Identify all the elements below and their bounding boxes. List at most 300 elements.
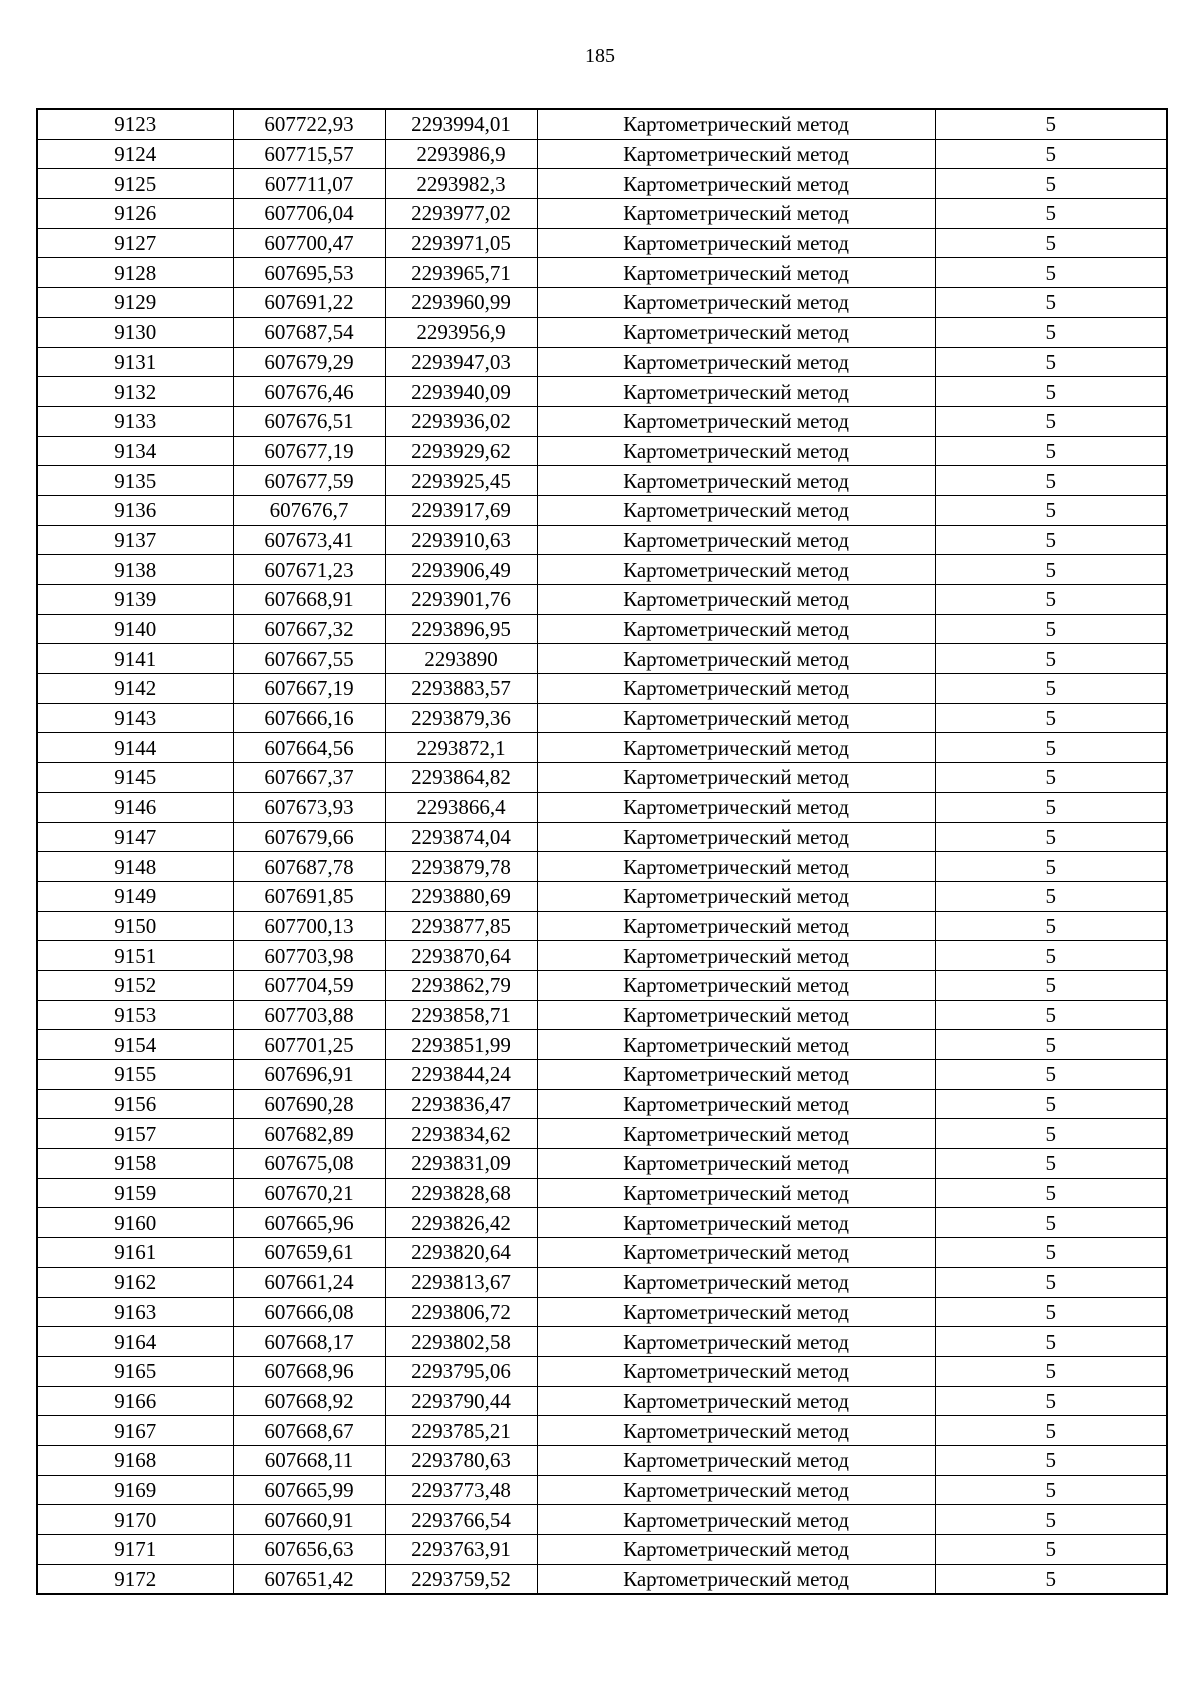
y-coordinate-cell: 2293901,76 (385, 585, 537, 615)
table-row (37, 1535, 1167, 1565)
y-coordinate-cell: 2293834,62 (385, 1119, 537, 1149)
y-coordinate-cell: 2293870,64 (385, 941, 537, 971)
y-coordinate-cell: 2293925,45 (385, 466, 537, 496)
coordinates-table (36, 108, 1168, 1595)
y-coordinate-cell: 2293858,71 (385, 1000, 537, 1030)
x-coordinate-cell: 607666,16 (233, 703, 385, 733)
point-number-cell: 9132 (37, 377, 233, 407)
x-coordinate-cell: 607691,22 (233, 288, 385, 318)
y-coordinate-cell: 2293960,99 (385, 288, 537, 318)
table-row (37, 703, 1167, 733)
method-cell: Картометрический метод (537, 970, 935, 1000)
table-row (37, 317, 1167, 347)
table-row (37, 1178, 1167, 1208)
x-coordinate-cell: 607711,07 (233, 169, 385, 199)
method-cell: Картометрический метод (537, 763, 935, 793)
y-coordinate-cell: 2293977,02 (385, 199, 537, 229)
y-coordinate-cell: 2293917,69 (385, 495, 537, 525)
y-coordinate-cell: 2293828,68 (385, 1178, 537, 1208)
method-cell: Картометрический метод (537, 1119, 935, 1149)
table-row (37, 199, 1167, 229)
point-number-cell: 9141 (37, 644, 233, 674)
method-cell: Картометрический метод (537, 1238, 935, 1268)
x-coordinate-cell: 607722,93 (233, 109, 385, 139)
point-number-cell: 9142 (37, 674, 233, 704)
table-row (37, 1445, 1167, 1475)
table-row (37, 1238, 1167, 1268)
method-cell: Картометрический метод (537, 466, 935, 496)
accuracy-cell: 5 (935, 466, 1167, 496)
y-coordinate-cell: 2293994,01 (385, 109, 537, 139)
point-number-cell: 9128 (37, 258, 233, 288)
table-row (37, 881, 1167, 911)
table-row (37, 1327, 1167, 1357)
point-number-cell: 9131 (37, 347, 233, 377)
accuracy-cell: 5 (935, 258, 1167, 288)
table-row (37, 822, 1167, 852)
point-number-cell: 9167 (37, 1416, 233, 1446)
accuracy-cell: 5 (935, 228, 1167, 258)
point-number-cell: 9152 (37, 970, 233, 1000)
accuracy-cell: 5 (935, 1475, 1167, 1505)
accuracy-cell: 5 (935, 1356, 1167, 1386)
x-coordinate-cell: 607664,56 (233, 733, 385, 763)
table-row (37, 941, 1167, 971)
point-number-cell: 9171 (37, 1535, 233, 1565)
point-number-cell: 9129 (37, 288, 233, 318)
method-cell: Картометрический метод (537, 1030, 935, 1060)
accuracy-cell: 5 (935, 911, 1167, 941)
accuracy-cell: 5 (935, 585, 1167, 615)
method-cell: Картометрический метод (537, 585, 935, 615)
method-cell: Картометрический метод (537, 1445, 935, 1475)
y-coordinate-cell: 2293874,04 (385, 822, 537, 852)
accuracy-cell: 5 (935, 822, 1167, 852)
x-coordinate-cell: 607676,46 (233, 377, 385, 407)
method-cell: Картометрический метод (537, 495, 935, 525)
y-coordinate-cell: 2293879,36 (385, 703, 537, 733)
y-coordinate-cell: 2293763,91 (385, 1535, 537, 1565)
x-coordinate-cell: 607679,29 (233, 347, 385, 377)
y-coordinate-cell: 2293785,21 (385, 1416, 537, 1446)
x-coordinate-cell: 607677,59 (233, 466, 385, 496)
point-number-cell: 9127 (37, 228, 233, 258)
y-coordinate-cell: 2293971,05 (385, 228, 537, 258)
accuracy-cell: 5 (935, 109, 1167, 139)
y-coordinate-cell: 2293910,63 (385, 525, 537, 555)
method-cell: Картометрический метод (537, 1297, 935, 1327)
accuracy-cell: 5 (935, 199, 1167, 229)
method-cell: Картометрический метод (537, 1327, 935, 1357)
point-number-cell: 9169 (37, 1475, 233, 1505)
method-cell: Картометрический метод (537, 199, 935, 229)
accuracy-cell: 5 (935, 1386, 1167, 1416)
method-cell: Картометрический метод (537, 1505, 935, 1535)
accuracy-cell: 5 (935, 1327, 1167, 1357)
table-row (37, 1149, 1167, 1179)
x-coordinate-cell: 607666,08 (233, 1297, 385, 1327)
method-cell: Картометрический метод (537, 1535, 935, 1565)
table-row (37, 466, 1167, 496)
method-cell: Картометрический метод (537, 317, 935, 347)
x-coordinate-cell: 607670,21 (233, 1178, 385, 1208)
method-cell: Картометрический метод (537, 258, 935, 288)
point-number-cell: 9170 (37, 1505, 233, 1535)
accuracy-cell: 5 (935, 1445, 1167, 1475)
x-coordinate-cell: 607676,7 (233, 495, 385, 525)
method-cell: Картометрический метод (537, 288, 935, 318)
table-row (37, 1060, 1167, 1090)
accuracy-cell: 5 (935, 1416, 1167, 1446)
table-row (37, 792, 1167, 822)
accuracy-cell: 5 (935, 644, 1167, 674)
table-row (37, 763, 1167, 793)
x-coordinate-cell: 607695,53 (233, 258, 385, 288)
table-row (37, 1564, 1167, 1594)
y-coordinate-cell: 2293851,99 (385, 1030, 537, 1060)
point-number-cell: 9123 (37, 109, 233, 139)
point-number-cell: 9150 (37, 911, 233, 941)
point-number-cell: 9157 (37, 1119, 233, 1149)
accuracy-cell: 5 (935, 406, 1167, 436)
table-row (37, 495, 1167, 525)
table-row (37, 525, 1167, 555)
x-coordinate-cell: 607668,11 (233, 1445, 385, 1475)
table-row (37, 1356, 1167, 1386)
table-row (37, 1119, 1167, 1149)
x-coordinate-cell: 607696,91 (233, 1060, 385, 1090)
method-cell: Картометрический метод (537, 1149, 935, 1179)
point-number-cell: 9124 (37, 139, 233, 169)
accuracy-cell: 5 (935, 377, 1167, 407)
table-row (37, 228, 1167, 258)
point-number-cell: 9136 (37, 495, 233, 525)
table-row (37, 911, 1167, 941)
method-cell: Картометрический метод (537, 139, 935, 169)
method-cell: Картометрический метод (537, 436, 935, 466)
method-cell: Картометрический метод (537, 169, 935, 199)
accuracy-cell: 5 (935, 1238, 1167, 1268)
method-cell: Картометрический метод (537, 822, 935, 852)
x-coordinate-cell: 607667,19 (233, 674, 385, 704)
accuracy-cell: 5 (935, 1089, 1167, 1119)
x-coordinate-cell: 607668,17 (233, 1327, 385, 1357)
accuracy-cell: 5 (935, 139, 1167, 169)
point-number-cell: 9146 (37, 792, 233, 822)
accuracy-cell: 5 (935, 1000, 1167, 1030)
point-number-cell: 9147 (37, 822, 233, 852)
table-row (37, 733, 1167, 763)
accuracy-cell: 5 (935, 703, 1167, 733)
y-coordinate-cell: 2293936,02 (385, 406, 537, 436)
table-row (37, 614, 1167, 644)
accuracy-cell: 5 (935, 1208, 1167, 1238)
table-row (37, 1297, 1167, 1327)
method-cell: Картометрический метод (537, 941, 935, 971)
accuracy-cell: 5 (935, 733, 1167, 763)
y-coordinate-cell: 2293906,49 (385, 555, 537, 585)
y-coordinate-cell: 2293813,67 (385, 1267, 537, 1297)
method-cell: Картометрический метод (537, 703, 935, 733)
x-coordinate-cell: 607673,93 (233, 792, 385, 822)
point-number-cell: 9164 (37, 1327, 233, 1357)
accuracy-cell: 5 (935, 436, 1167, 466)
point-number-cell: 9161 (37, 1238, 233, 1268)
accuracy-cell: 5 (935, 555, 1167, 585)
x-coordinate-cell: 607673,41 (233, 525, 385, 555)
table-row (37, 1030, 1167, 1060)
x-coordinate-cell: 607700,47 (233, 228, 385, 258)
x-coordinate-cell: 607668,92 (233, 1386, 385, 1416)
method-cell: Картометрический метод (537, 228, 935, 258)
point-number-cell: 9154 (37, 1030, 233, 1060)
table-row (37, 1000, 1167, 1030)
accuracy-cell: 5 (935, 347, 1167, 377)
x-coordinate-cell: 607667,37 (233, 763, 385, 793)
point-number-cell: 9165 (37, 1356, 233, 1386)
x-coordinate-cell: 607668,67 (233, 1416, 385, 1446)
accuracy-cell: 5 (935, 1149, 1167, 1179)
y-coordinate-cell: 2293844,24 (385, 1060, 537, 1090)
y-coordinate-cell: 2293965,71 (385, 258, 537, 288)
table-row (37, 258, 1167, 288)
accuracy-cell: 5 (935, 1119, 1167, 1149)
method-cell: Картометрический метод (537, 733, 935, 763)
point-number-cell: 9155 (37, 1060, 233, 1090)
x-coordinate-cell: 607690,28 (233, 1089, 385, 1119)
y-coordinate-cell: 2293877,85 (385, 911, 537, 941)
table-row (37, 970, 1167, 1000)
y-coordinate-cell: 2293883,57 (385, 674, 537, 704)
x-coordinate-cell: 607687,54 (233, 317, 385, 347)
table-row (37, 109, 1167, 139)
accuracy-cell: 5 (935, 970, 1167, 1000)
accuracy-cell: 5 (935, 1060, 1167, 1090)
point-number-cell: 9149 (37, 881, 233, 911)
point-number-cell: 9130 (37, 317, 233, 347)
table-row (37, 852, 1167, 882)
table-row (37, 1386, 1167, 1416)
point-number-cell: 9166 (37, 1386, 233, 1416)
accuracy-cell: 5 (935, 288, 1167, 318)
x-coordinate-cell: 607704,59 (233, 970, 385, 1000)
x-coordinate-cell: 607700,13 (233, 911, 385, 941)
accuracy-cell: 5 (935, 1030, 1167, 1060)
table-row (37, 674, 1167, 704)
y-coordinate-cell: 2293890 (385, 644, 537, 674)
x-coordinate-cell: 607701,25 (233, 1030, 385, 1060)
point-number-cell: 9138 (37, 555, 233, 585)
table-row (37, 436, 1167, 466)
y-coordinate-cell: 2293879,78 (385, 852, 537, 882)
method-cell: Картометрический метод (537, 1060, 935, 1090)
accuracy-cell: 5 (935, 1267, 1167, 1297)
method-cell: Картометрический метод (537, 109, 935, 139)
point-number-cell: 9162 (37, 1267, 233, 1297)
x-coordinate-cell: 607703,88 (233, 1000, 385, 1030)
x-coordinate-cell: 607667,32 (233, 614, 385, 644)
accuracy-cell: 5 (935, 1178, 1167, 1208)
x-coordinate-cell: 607668,91 (233, 585, 385, 615)
y-coordinate-cell: 2293880,69 (385, 881, 537, 911)
x-coordinate-cell: 607667,55 (233, 644, 385, 674)
point-number-cell: 9144 (37, 733, 233, 763)
method-cell: Картометрический метод (537, 852, 935, 882)
y-coordinate-cell: 2293864,82 (385, 763, 537, 793)
table-row (37, 169, 1167, 199)
point-number-cell: 9151 (37, 941, 233, 971)
x-coordinate-cell: 607651,42 (233, 1564, 385, 1594)
table-row (37, 1267, 1167, 1297)
y-coordinate-cell: 2293790,44 (385, 1386, 537, 1416)
method-cell: Картометрический метод (537, 555, 935, 585)
x-coordinate-cell: 607691,85 (233, 881, 385, 911)
y-coordinate-cell: 2293947,03 (385, 347, 537, 377)
y-coordinate-cell: 2293929,62 (385, 436, 537, 466)
method-cell: Картометрический метод (537, 1475, 935, 1505)
point-number-cell: 9156 (37, 1089, 233, 1119)
y-coordinate-cell: 2293780,63 (385, 1445, 537, 1475)
y-coordinate-cell: 2293820,64 (385, 1238, 537, 1268)
x-coordinate-cell: 607703,98 (233, 941, 385, 971)
method-cell: Картометрический метод (537, 674, 935, 704)
y-coordinate-cell: 2293773,48 (385, 1475, 537, 1505)
table-row (37, 555, 1167, 585)
point-number-cell: 9140 (37, 614, 233, 644)
x-coordinate-cell: 607706,04 (233, 199, 385, 229)
point-number-cell: 9160 (37, 1208, 233, 1238)
y-coordinate-cell: 2293872,1 (385, 733, 537, 763)
point-number-cell: 9133 (37, 406, 233, 436)
accuracy-cell: 5 (935, 852, 1167, 882)
point-number-cell: 9158 (37, 1149, 233, 1179)
y-coordinate-cell: 2293940,09 (385, 377, 537, 407)
method-cell: Картометрический метод (537, 347, 935, 377)
coordinates-table-body (37, 109, 1167, 1594)
method-cell: Картометрический метод (537, 911, 935, 941)
x-coordinate-cell: 607677,19 (233, 436, 385, 466)
table-row (37, 1505, 1167, 1535)
x-coordinate-cell: 607676,51 (233, 406, 385, 436)
method-cell: Картометрический метод (537, 1178, 935, 1208)
point-number-cell: 9135 (37, 466, 233, 496)
x-coordinate-cell: 607665,99 (233, 1475, 385, 1505)
table-row (37, 1089, 1167, 1119)
method-cell: Картометрический метод (537, 881, 935, 911)
method-cell: Картометрический метод (537, 792, 935, 822)
x-coordinate-cell: 607656,63 (233, 1535, 385, 1565)
method-cell: Картометрический метод (537, 525, 935, 555)
point-number-cell: 9143 (37, 703, 233, 733)
table-row (37, 1416, 1167, 1446)
accuracy-cell: 5 (935, 525, 1167, 555)
x-coordinate-cell: 607715,57 (233, 139, 385, 169)
table-row (37, 644, 1167, 674)
x-coordinate-cell: 607668,96 (233, 1356, 385, 1386)
point-number-cell: 9145 (37, 763, 233, 793)
point-number-cell: 9172 (37, 1564, 233, 1594)
accuracy-cell: 5 (935, 614, 1167, 644)
y-coordinate-cell: 2293831,09 (385, 1149, 537, 1179)
y-coordinate-cell: 2293826,42 (385, 1208, 537, 1238)
x-coordinate-cell: 607671,23 (233, 555, 385, 585)
method-cell: Картометрический метод (537, 1356, 935, 1386)
y-coordinate-cell: 2293982,3 (385, 169, 537, 199)
y-coordinate-cell: 2293766,54 (385, 1505, 537, 1535)
x-coordinate-cell: 607679,66 (233, 822, 385, 852)
method-cell: Картометрический метод (537, 1386, 935, 1416)
table-row (37, 377, 1167, 407)
table-row (37, 585, 1167, 615)
accuracy-cell: 5 (935, 1297, 1167, 1327)
accuracy-cell: 5 (935, 792, 1167, 822)
point-number-cell: 9125 (37, 169, 233, 199)
x-coordinate-cell: 607660,91 (233, 1505, 385, 1535)
table-row (37, 1475, 1167, 1505)
point-number-cell: 9163 (37, 1297, 233, 1327)
accuracy-cell: 5 (935, 495, 1167, 525)
accuracy-cell: 5 (935, 674, 1167, 704)
table-row (37, 1208, 1167, 1238)
point-number-cell: 9153 (37, 1000, 233, 1030)
x-coordinate-cell: 607675,08 (233, 1149, 385, 1179)
x-coordinate-cell: 607682,89 (233, 1119, 385, 1149)
y-coordinate-cell: 2293956,9 (385, 317, 537, 347)
table-row (37, 139, 1167, 169)
table-row (37, 406, 1167, 436)
accuracy-cell: 5 (935, 881, 1167, 911)
accuracy-cell: 5 (935, 317, 1167, 347)
method-cell: Картометрический метод (537, 1208, 935, 1238)
method-cell: Картометрический метод (537, 1000, 935, 1030)
x-coordinate-cell: 607661,24 (233, 1267, 385, 1297)
method-cell: Картометрический метод (537, 614, 935, 644)
accuracy-cell: 5 (935, 1564, 1167, 1594)
point-number-cell: 9126 (37, 199, 233, 229)
point-number-cell: 9148 (37, 852, 233, 882)
y-coordinate-cell: 2293759,52 (385, 1564, 537, 1594)
method-cell: Картометрический метод (537, 1416, 935, 1446)
method-cell: Картометрический метод (537, 1267, 935, 1297)
y-coordinate-cell: 2293802,58 (385, 1327, 537, 1357)
point-number-cell: 9134 (37, 436, 233, 466)
accuracy-cell: 5 (935, 763, 1167, 793)
point-number-cell: 9159 (37, 1178, 233, 1208)
y-coordinate-cell: 2293836,47 (385, 1089, 537, 1119)
y-coordinate-cell: 2293866,4 (385, 792, 537, 822)
accuracy-cell: 5 (935, 1535, 1167, 1565)
method-cell: Картометрический метод (537, 377, 935, 407)
x-coordinate-cell: 607665,96 (233, 1208, 385, 1238)
y-coordinate-cell: 2293986,9 (385, 139, 537, 169)
method-cell: Картометрический метод (537, 1089, 935, 1119)
y-coordinate-cell: 2293862,79 (385, 970, 537, 1000)
accuracy-cell: 5 (935, 941, 1167, 971)
page-number: 185 (585, 45, 615, 67)
method-cell: Картометрический метод (537, 406, 935, 436)
y-coordinate-cell: 2293795,06 (385, 1356, 537, 1386)
y-coordinate-cell: 2293806,72 (385, 1297, 537, 1327)
method-cell: Картометрический метод (537, 1564, 935, 1594)
method-cell: Картометрический метод (537, 644, 935, 674)
table-row (37, 347, 1167, 377)
point-number-cell: 9168 (37, 1445, 233, 1475)
y-coordinate-cell: 2293896,95 (385, 614, 537, 644)
table-row (37, 288, 1167, 318)
point-number-cell: 9139 (37, 585, 233, 615)
accuracy-cell: 5 (935, 169, 1167, 199)
x-coordinate-cell: 607659,61 (233, 1238, 385, 1268)
